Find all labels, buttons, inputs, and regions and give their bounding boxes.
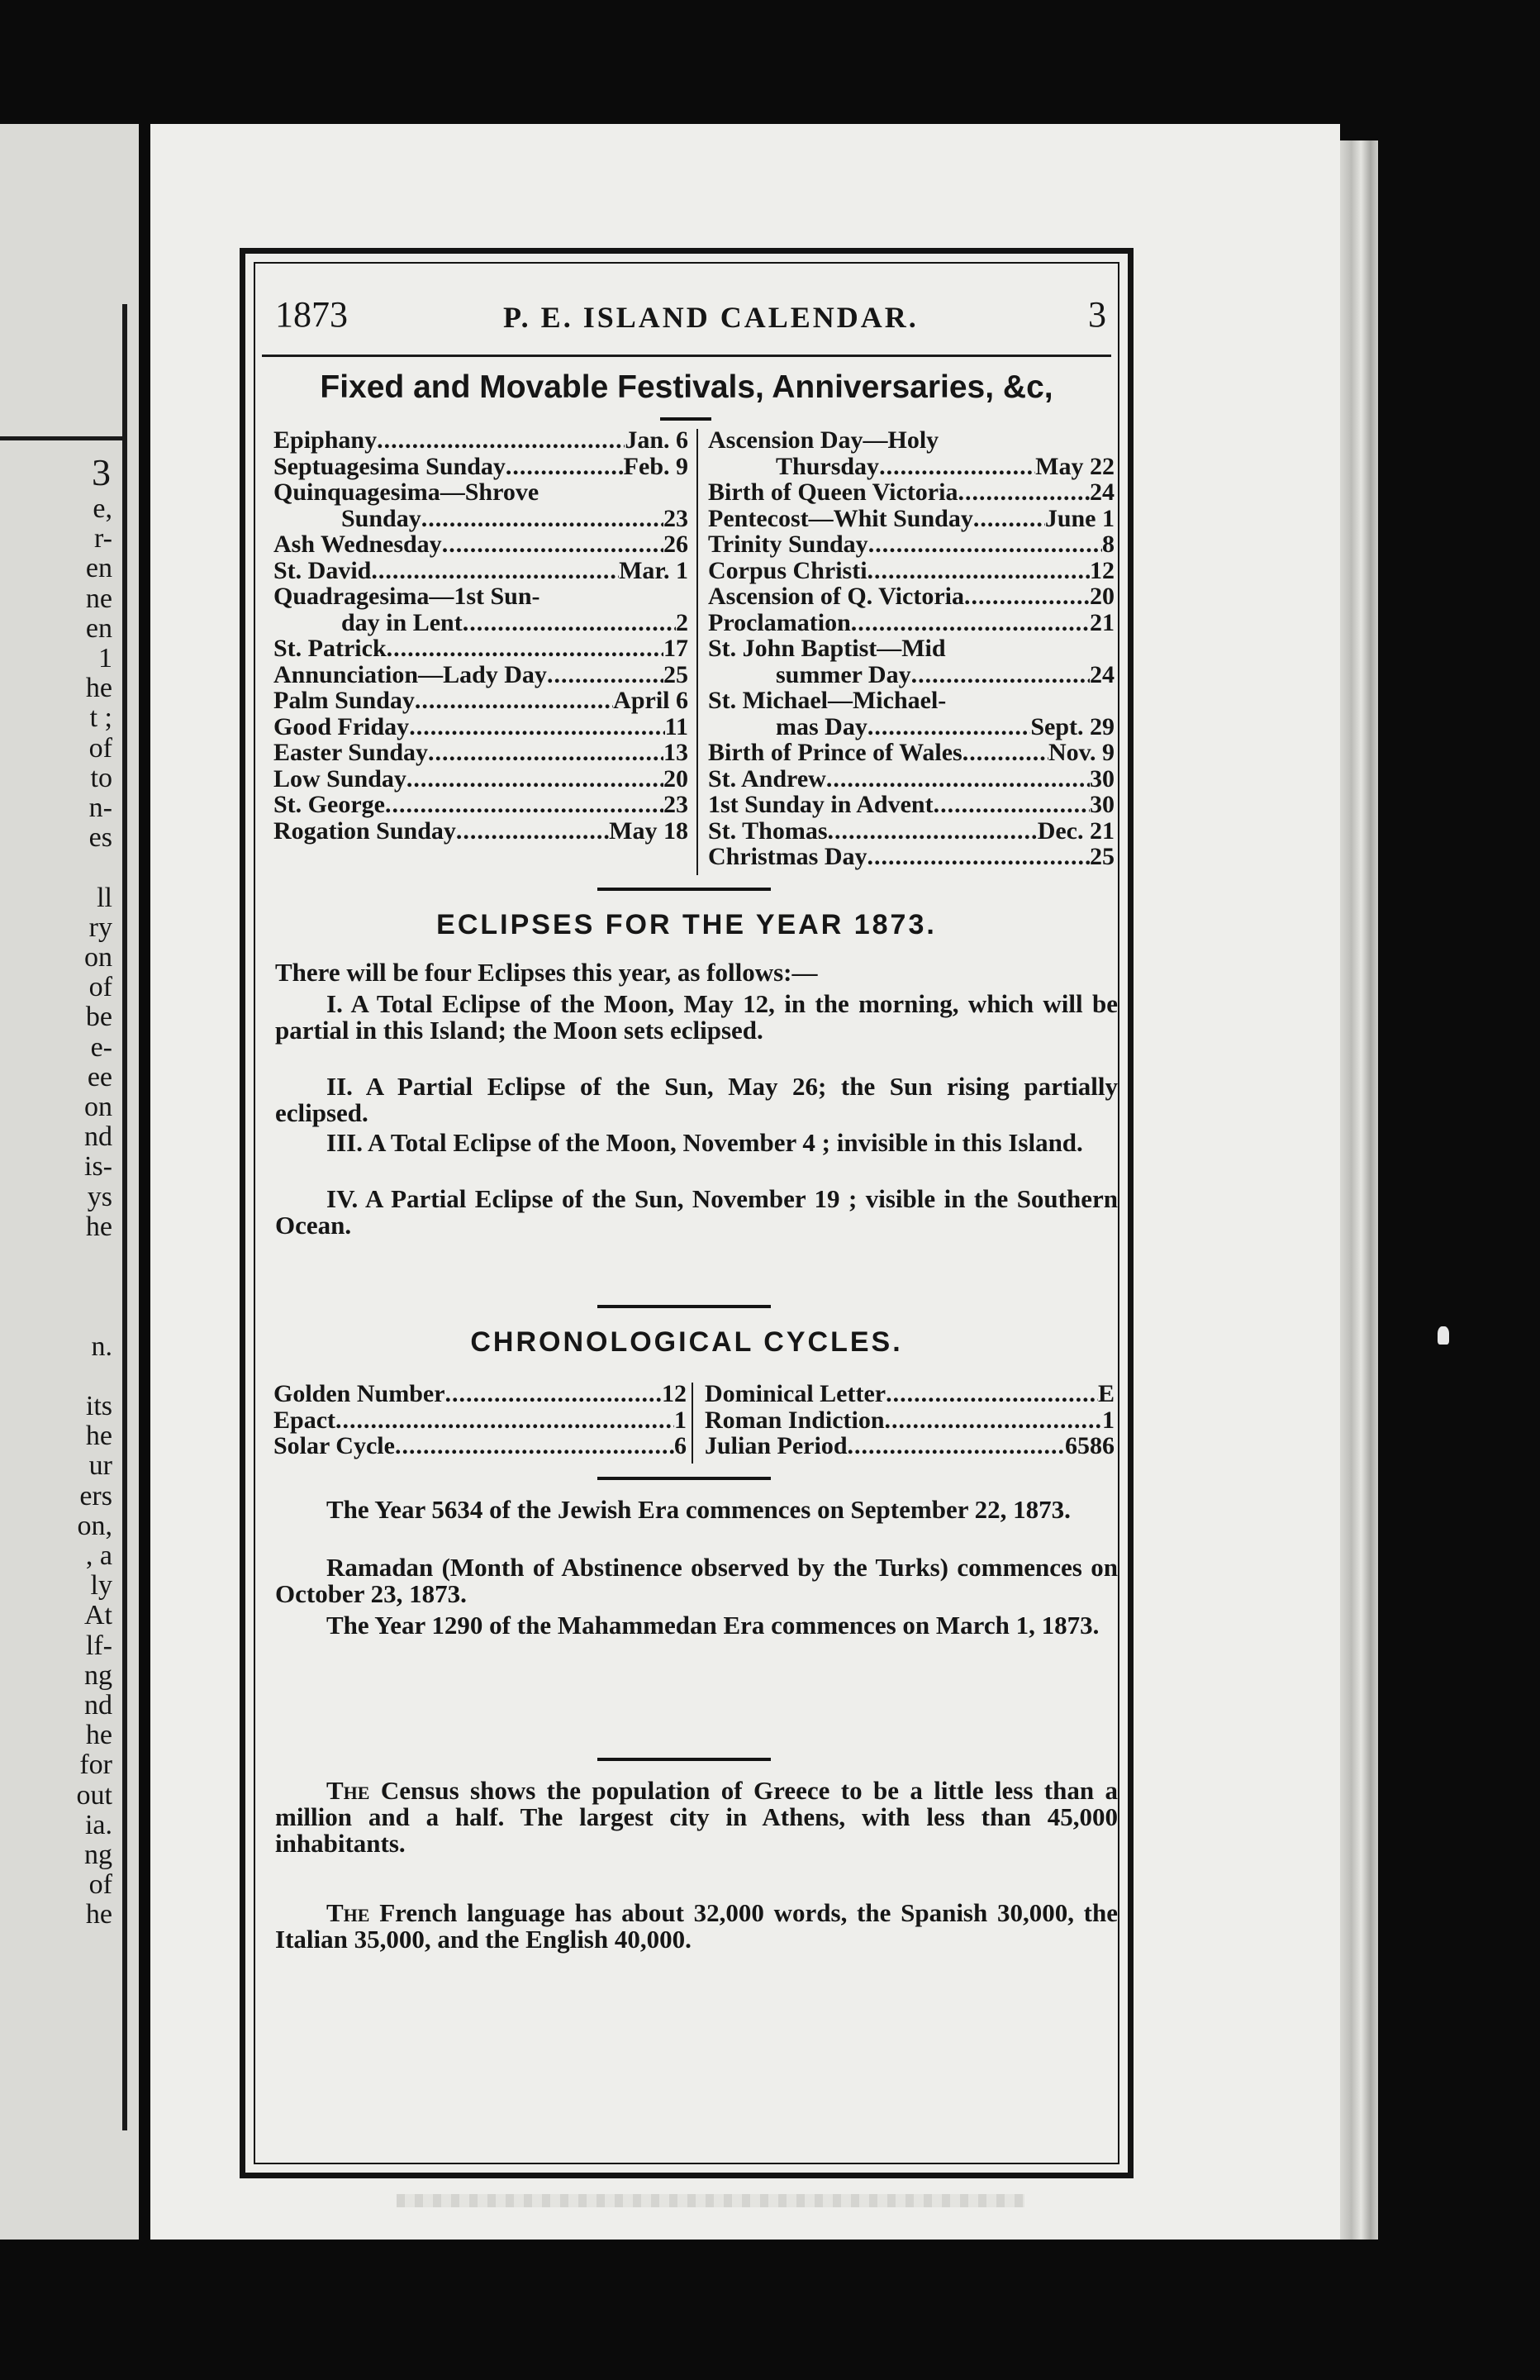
entry-label: Annunciation—Lady Day: [273, 660, 547, 688]
dot-leader: [867, 714, 1030, 740]
entry-label: Quinquagesima—Shrove: [273, 478, 539, 506]
paragraph-text: The Year 1290 of the Mahammedan Era commences on March 1, 1873.: [326, 1611, 1100, 1640]
film-speck: [1438, 1326, 1449, 1345]
entry-value: 30: [1090, 764, 1115, 793]
page-stack-edge: [1340, 140, 1378, 2240]
dot-leader: [547, 662, 663, 688]
left-page-fragment-line: he: [85, 1211, 112, 1242]
entry-row: [273, 688, 688, 714]
entry-row: [708, 558, 1115, 584]
entry-label: Golden Number: [273, 1380, 445, 1407]
entry-value: 1: [674, 1406, 687, 1434]
entry-value: 20: [663, 764, 688, 793]
entry-row: [708, 818, 1115, 845]
entry-row: [273, 766, 688, 793]
left-page-fragment-line: ne: [85, 583, 112, 614]
left-page-fragment-line: ll: [97, 882, 112, 913]
left-page-fragment-line: he: [85, 1899, 112, 1930]
paragraph-text: The Year 5634 of the Jewish Era commences on September 22, 1873.: [326, 1495, 1071, 1524]
cycles-column-divider: [692, 1383, 693, 1464]
left-page-fragment-line: e-: [90, 1031, 112, 1063]
dot-leader: [962, 740, 1048, 766]
dot-leader: [335, 1407, 674, 1434]
dot-leader: [868, 531, 1102, 558]
entry-row: [273, 818, 688, 845]
dot-leader: [428, 740, 663, 766]
cycles-right-column: [705, 1381, 1115, 1459]
left-page-fragment-line: ee: [87, 1061, 112, 1092]
entry-label: Birth of Queen Victoria: [708, 478, 958, 506]
entry-row: [273, 583, 688, 610]
left-page-fragment-line: t ;: [89, 702, 112, 734]
left-page-fragment-line: is-: [84, 1151, 112, 1183]
entry-label: St. Thomas: [708, 816, 828, 845]
left-page-fragment-line: ys: [87, 1181, 112, 1212]
dot-leader: [406, 766, 663, 793]
entry-label: Palm Sunday: [273, 687, 415, 714]
entry-value: 26: [663, 531, 688, 558]
left-page-fragment-line: en: [85, 553, 112, 584]
entry-value: Feb. 9: [623, 452, 688, 480]
entry-row: [273, 662, 688, 688]
left-page-fragment-line: to: [90, 762, 112, 793]
left-page-fragment-line: of: [88, 732, 112, 764]
left-page-fragment-line: es: [88, 822, 112, 854]
entry-row: [273, 506, 688, 532]
entry-value: 1: [1102, 1406, 1115, 1434]
calendar-frame: [240, 248, 1134, 2178]
entry-value: May 18: [609, 816, 688, 845]
left-page-fragment-line: of: [88, 972, 112, 1003]
entry-row: [705, 1433, 1115, 1459]
entry-label: Rogation Sunday: [273, 816, 456, 845]
dot-leader: [867, 558, 1090, 584]
entry-value: May 22: [1035, 452, 1115, 480]
header-rule: [262, 355, 1111, 357]
eclipse-item: [275, 991, 1118, 1044]
entry-row: [273, 740, 688, 766]
entry-value: 30: [1090, 791, 1115, 818]
entry-label: Ascension Day—Holy: [708, 426, 939, 454]
paragraph-text: I. A Total Eclipse of the Moon, May 12, in the morning, which will be partial in this Island; the Moon sets eclipsed.: [275, 989, 1118, 1045]
header-title: P. E. ISLAND CALENDAR.: [503, 301, 919, 334]
eclipses-intro: There will be four Eclipses this year, as follows:—: [275, 958, 818, 987]
entry-value: E: [1097, 1380, 1115, 1407]
entry-value: 25: [663, 660, 688, 688]
left-page-fragment-line: ly: [90, 1570, 112, 1602]
entry-value: 6586: [1065, 1432, 1115, 1459]
festivals-right-column: [708, 427, 1115, 870]
entry-label: Thursday: [776, 452, 880, 480]
entry-label: Trinity Sunday: [708, 531, 868, 558]
entry-label: Corpus Christi: [708, 556, 867, 584]
left-page-fragment-line: lf-: [85, 1630, 112, 1661]
entry-row: [273, 635, 688, 662]
entry-value: Sept. 29: [1030, 712, 1115, 740]
dot-leader: [371, 558, 619, 584]
entry-label: Proclamation: [708, 608, 851, 636]
dot-leader: [879, 454, 1035, 480]
paragraph-text: Ramadan (Month of Abstinence observed by the Turks) commences on October 23, 1873.: [275, 1553, 1118, 1608]
entry-label: Birth of Prince of Wales: [708, 739, 962, 766]
dot-leader: [886, 1381, 1098, 1407]
entry-label: Sunday: [341, 504, 421, 532]
entry-value: Dec. 21: [1037, 816, 1115, 845]
left-page-number: 3: [92, 451, 111, 493]
entry-row: [273, 610, 688, 636]
dot-leader: [964, 583, 1090, 610]
left-page-fragment-line: , a: [85, 1540, 112, 1571]
entry-label: day in Lent: [341, 608, 463, 636]
paragraph-text: French language has about 32,000 words, the Spanish 30,000, the Italian 35,000, and the English 40,000.: [275, 1898, 1118, 1954]
dot-leader: [885, 1407, 1102, 1434]
dot-leader: [463, 610, 676, 636]
entry-value: 6: [674, 1432, 687, 1459]
entry-value: 24: [1090, 478, 1115, 506]
entry-value: 20: [1090, 583, 1115, 610]
left-page-fragment-line: he: [85, 1421, 112, 1452]
entry-label: Low Sunday: [273, 764, 406, 793]
entry-value: Nov. 9: [1048, 739, 1115, 766]
entry-row: [708, 662, 1115, 688]
entry-label: summer Day: [776, 660, 911, 688]
festivals-heading-rule: [660, 417, 711, 421]
dot-leader: [395, 1433, 674, 1459]
entry-label: Quadragesima—1st Sun-: [273, 583, 540, 610]
left-page-fragment-line: he: [85, 673, 112, 704]
dot-leader: [867, 844, 1091, 870]
dot-leader: [409, 714, 664, 740]
entry-row: [708, 714, 1115, 740]
left-page-fragment-line: out: [76, 1779, 112, 1811]
entry-row: [273, 792, 688, 818]
eclipse-item: [275, 1130, 1118, 1156]
left-page-fragment-line: ng: [84, 1840, 112, 1870]
entry-row: [273, 479, 688, 506]
eclipse-item: [275, 1186, 1118, 1239]
dot-leader: [506, 454, 624, 480]
dot-leader: [415, 688, 613, 714]
entry-row: [273, 1381, 687, 1407]
entry-label: Ash Wednesday: [273, 531, 442, 558]
paragraph-text: IV. A Partial Eclipse of the Sun, November 19 ; visible in the Southern Ocean.: [275, 1184, 1118, 1240]
entry-value: June 1: [1044, 504, 1115, 532]
entry-row: [273, 454, 688, 480]
dot-leader: [421, 506, 663, 532]
entry-row: [708, 506, 1115, 532]
dot-leader: [828, 818, 1038, 845]
dot-leader: [442, 531, 663, 558]
entry-label: 1st Sunday in Advent: [708, 791, 934, 818]
entry-row: [273, 531, 688, 558]
paragraph-text: III. A Total Eclipse of the Moon, November 4 ; invisible in this Island.: [326, 1128, 1083, 1157]
left-page-fragment-line: ia.: [84, 1809, 112, 1840]
entry-value: 12: [1090, 556, 1115, 584]
entry-row: [708, 610, 1115, 636]
left-page-fragment-line: its: [85, 1391, 112, 1421]
entry-row: [708, 531, 1115, 558]
entry-label: Julian Period: [705, 1432, 848, 1459]
left-page-fragment-line: on: [84, 1092, 112, 1122]
entry-value: Jan. 6: [625, 426, 688, 454]
dot-leader: [456, 818, 609, 845]
entry-row: [273, 427, 688, 454]
entry-label: St. George: [273, 791, 385, 818]
dot-leader: [826, 766, 1090, 793]
entry-value: 23: [663, 791, 688, 818]
left-page-fragment-line: nd: [84, 1690, 112, 1721]
festivals-left-column: [273, 427, 688, 844]
entry-row: [273, 1433, 687, 1459]
lead-word: The: [326, 1776, 370, 1805]
entry-value: 23: [663, 504, 688, 532]
entry-value: April 6: [613, 687, 688, 714]
entry-value: 25: [1090, 843, 1115, 870]
dot-leader: [848, 1433, 1065, 1459]
eclipses-heading: ECLIPSES FOR THE YEAR 1873.: [436, 909, 937, 940]
entry-label: St. Michael—Michael-: [708, 687, 947, 714]
entry-label: Christmas Day: [708, 843, 867, 870]
dot-leader: [445, 1381, 662, 1407]
entry-row: [705, 1407, 1115, 1434]
left-page-fragment-line: on: [84, 942, 112, 973]
left-page-fragment-line: n-: [88, 793, 112, 823]
entry-label: Easter Sunday: [273, 739, 429, 766]
entry-value: Mar. 1: [619, 556, 688, 584]
eclipses-top-rule: [597, 888, 771, 891]
left-page-fragment-line: e,: [93, 493, 112, 524]
dot-leader: [958, 479, 1090, 506]
entry-label: Dominical Letter: [705, 1380, 886, 1407]
bottom-margin-bleed: [397, 2194, 1024, 2207]
entry-label: Pentecost—Whit Sunday: [708, 504, 973, 532]
dot-leader: [377, 427, 625, 454]
left-page-fragment-line: ers: [79, 1480, 112, 1511]
entry-row: [705, 1381, 1115, 1407]
cycles-left-column: [273, 1381, 687, 1459]
entry-row: [708, 844, 1115, 870]
entry-row: [708, 635, 1115, 662]
entry-value: 2: [676, 608, 688, 636]
era-note: [275, 1612, 1118, 1639]
left-page-fragment-line: en: [85, 612, 112, 644]
left-page-fragment-line: ur: [88, 1450, 112, 1482]
entry-value: 12: [662, 1380, 687, 1407]
entry-label: St. John Baptist—Mid: [708, 635, 946, 662]
left-page-fragment-line: he: [85, 1720, 112, 1751]
era-note: [275, 1497, 1118, 1523]
paragraph-text: Census shows the population of Greece to be a little less than a million and a half. The largest city in Athens, with less than 45,000 inhabitants.: [275, 1776, 1118, 1858]
entry-value: 21: [1090, 608, 1115, 636]
entry-label: Epiphany: [273, 426, 378, 454]
dot-leader: [911, 662, 1090, 688]
left-page-fragment-line: r-: [94, 523, 112, 555]
header-year: 1873: [275, 294, 348, 335]
entry-label: Roman Indiction: [705, 1406, 885, 1434]
left-page-fragment-line: ry: [88, 912, 112, 943]
entry-row: [273, 714, 688, 740]
calendar-frame-inner: [254, 262, 1119, 2164]
left-page-fragment-line: 1: [98, 643, 112, 674]
left-page-fragment-line: ng: [84, 1659, 112, 1691]
entry-value: 11: [664, 712, 688, 740]
entry-row: [708, 740, 1115, 766]
festivals-column-divider: [696, 429, 698, 875]
left-page-fragment-line: for: [79, 1749, 112, 1781]
festivals-heading: Fixed and Movable Festivals, Anniversaries, &c,: [320, 369, 1053, 405]
entry-value: 13: [663, 739, 688, 766]
entry-label: St. Andrew: [708, 764, 826, 793]
entry-label: Epact: [273, 1406, 335, 1434]
era-note: [275, 1554, 1118, 1607]
entry-value: 8: [1102, 531, 1115, 558]
entry-row: [708, 427, 1115, 454]
entry-row: [273, 1407, 687, 1434]
entry-value: 17: [663, 635, 688, 662]
left-page-frame-rule: [122, 304, 127, 2130]
eclipse-item: [275, 1073, 1118, 1126]
lead-word: The: [326, 1898, 370, 1927]
entry-row: [273, 558, 688, 584]
left-page-fragment-line: nd: [84, 1121, 112, 1153]
eras-top-rule: [597, 1477, 771, 1480]
paragraph-text: II. A Partial Eclipse of the Sun, May 26; the Sun rising partially eclipsed.: [275, 1072, 1118, 1127]
entry-label: Ascension of Q. Victoria: [708, 583, 964, 610]
header-page-number: 3: [1088, 294, 1106, 335]
entry-label: St. Patrick: [273, 635, 387, 662]
cycles-heading: CHRONOLOGICAL CYCLES.: [470, 1326, 903, 1358]
dot-leader: [851, 610, 1090, 636]
entry-row: [708, 688, 1115, 714]
dot-leader: [973, 506, 1045, 532]
cycles-top-rule: [597, 1305, 771, 1308]
left-page-fragment: [0, 124, 139, 2240]
left-page-fragment-line: n.: [91, 1330, 112, 1362]
entry-label: Solar Cycle: [273, 1432, 395, 1459]
entry-value: 24: [1090, 660, 1115, 688]
entry-row: [708, 792, 1115, 818]
dot-leader: [387, 635, 663, 662]
entry-label: mas Day: [776, 712, 867, 740]
entry-label: St. David: [273, 556, 372, 584]
entry-row: [708, 583, 1115, 610]
left-page-header-rule: [0, 436, 127, 440]
entry-row: [708, 479, 1115, 506]
dot-leader: [934, 792, 1090, 818]
entry-label: Good Friday: [273, 712, 410, 740]
left-page-fragment-line: on,: [77, 1510, 112, 1541]
left-page-fragment-line: be: [85, 1002, 112, 1033]
statistic-note: [275, 1778, 1118, 1857]
entry-row: [708, 766, 1115, 793]
statistic-note: [275, 1900, 1118, 1953]
dot-leader: [385, 792, 663, 818]
entry-label: Septuagesima Sunday: [273, 452, 506, 480]
census-top-rule: [597, 1758, 771, 1761]
entry-row: [708, 454, 1115, 480]
left-page-fragment-line: of: [88, 1869, 112, 1901]
left-page-fragment-line: At: [84, 1600, 112, 1631]
